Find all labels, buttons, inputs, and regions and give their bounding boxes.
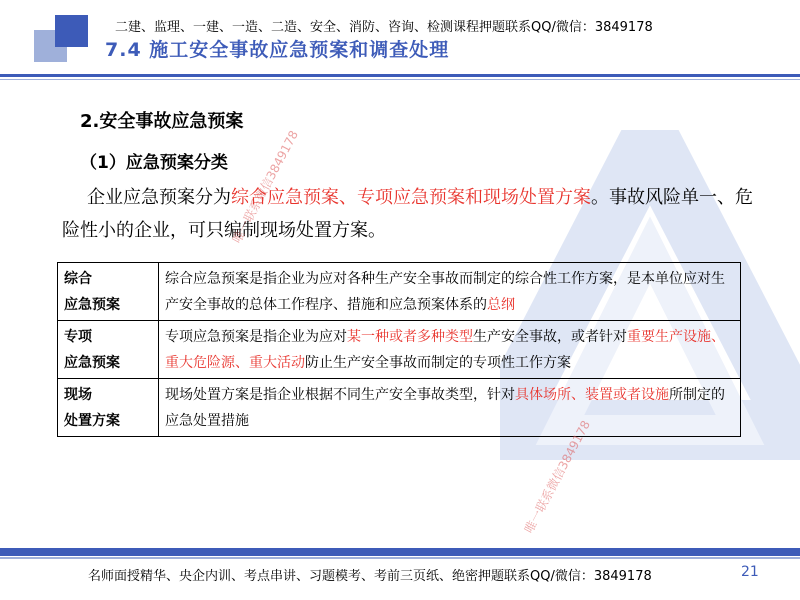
table-row — [58, 263, 741, 321]
slide-title: 7.4 施工安全事故应急预案和调查处理 — [105, 39, 450, 61]
term-cell — [58, 321, 159, 379]
definition-text: 综合应急预案是指企业为应对各种生产安全事故而制定的综合性工作方案，是本单位应对生产安全事故的总体工作程序、措施和应急预案体系的 — [165, 271, 725, 313]
term-line: 应急预案 — [64, 355, 120, 371]
footer-divider — [0, 548, 800, 556]
definition-text: 防止生产安全事故而制定的专项性工作方案 — [305, 355, 571, 371]
definition-highlight: 具体场所、装置或者设施 — [515, 387, 669, 403]
term-cell — [58, 263, 159, 321]
table-row — [58, 379, 741, 437]
table-row — [58, 321, 741, 379]
watermark-text: 唯一联系微信3849178 — [229, 128, 302, 246]
definition-text: 所制定的应急处置措施 — [165, 387, 725, 429]
term-line: 现场 — [64, 387, 92, 403]
title-divider-thin — [0, 79, 800, 80]
definition-cell — [159, 321, 741, 379]
intro-paragraph — [62, 181, 762, 247]
header-promo-text: 二建、监理、一建、一造、二造、安全、消防、咨询、检测课程押题联系QQ/微信：3849178 — [115, 20, 653, 35]
watermark-text: 唯一联系微信3849178 — [521, 418, 594, 536]
definition-highlight: 总纲 — [487, 297, 515, 313]
definition-highlight: 某一种或者多种类型 — [347, 329, 473, 345]
decor-square-dark — [55, 15, 88, 47]
term-line: 专项 — [64, 329, 92, 345]
definition-text: 生产安全事故，或者针对 — [473, 329, 627, 345]
page-number: 21 — [741, 564, 759, 580]
plan-definition-table — [57, 262, 741, 437]
definition-text: 现场处置方案是指企业根据不同生产安全事故类型，针对 — [165, 387, 515, 403]
sub-heading: （1）应急预案分类 — [80, 153, 228, 173]
definition-highlight: 重要生产设施、重大危险源、重大活动 — [165, 329, 725, 371]
para-highlight: 综合应急预案、专项应急预案和现场处置方案 — [231, 187, 591, 208]
footer-promo-text: 名师面授精华、央企内训、考点串讲、习题模考、考前三页纸、绝密押题联系QQ/微信：3849178 — [88, 569, 652, 584]
section-heading: 2.安全事故应急预案 — [80, 111, 244, 132]
term-line: 应急预案 — [64, 297, 120, 313]
footer-divider-thin — [0, 557, 800, 559]
term-line: 处置方案 — [64, 413, 120, 429]
para-text-1: 企业应急预案分为 — [87, 187, 231, 208]
term-line: 综合 — [64, 271, 92, 287]
definition-cell — [159, 263, 741, 321]
definition-cell — [159, 379, 741, 437]
para-text-2: 。事故风险单一、危险性小的企业，可只编制现场处置方案。 — [62, 187, 753, 241]
term-cell — [58, 379, 159, 437]
title-divider — [0, 74, 800, 77]
definition-text: 专项应急预案是指企业为应对 — [165, 329, 347, 345]
